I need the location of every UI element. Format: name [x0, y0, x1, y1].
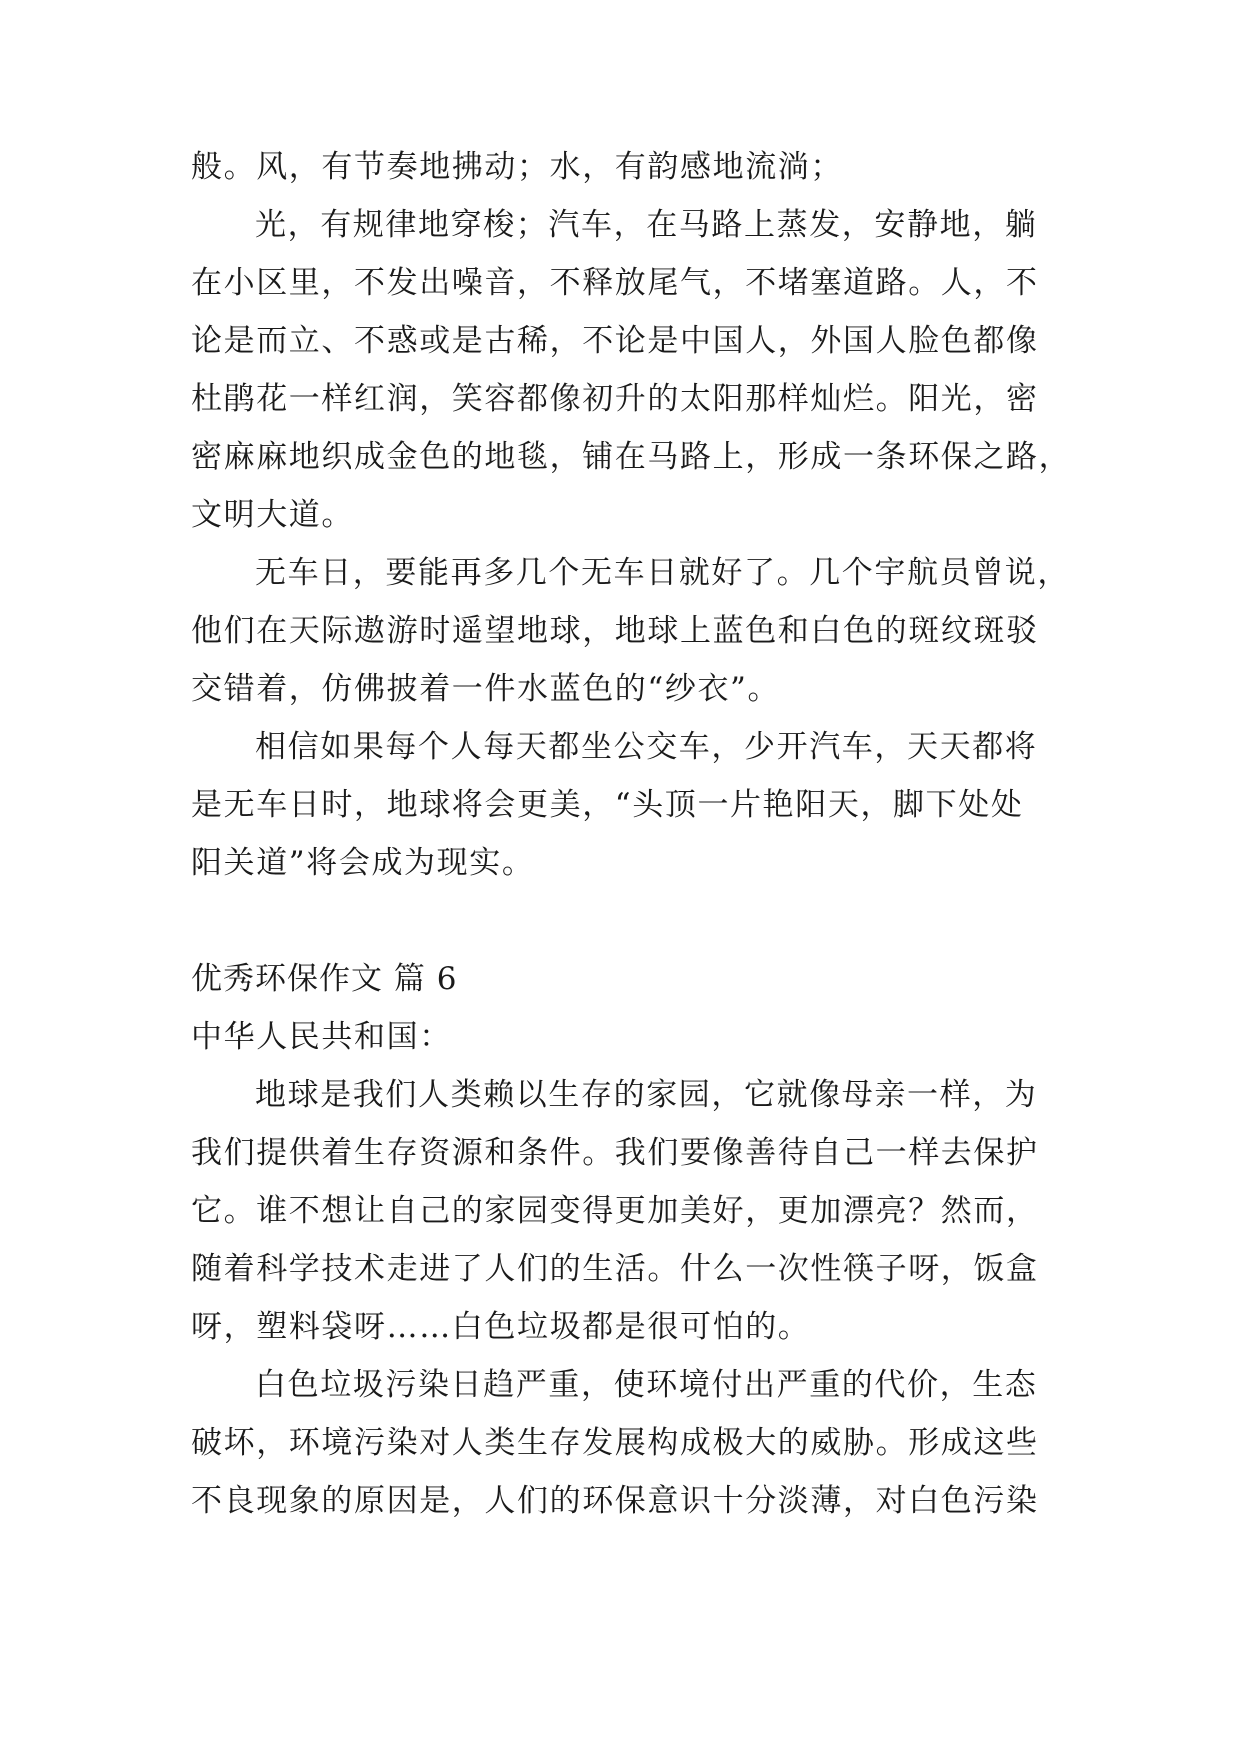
text-line: 不良现象的原因是，人们的环保意识十分淡薄，对白色污染 — [191, 1483, 1039, 1519]
text-line: 他们在天际遨游时遥望地球，地球上蓝色和白色的斑纹斑驳 — [191, 613, 1039, 649]
text-line: 杜鹃花一样红润，笑容都像初升的太阳那样灿烂。阳光，密 — [191, 381, 1039, 417]
text-line: 论是而立、不惑或是古稀，不论是中国人，外国人脸色都像 — [191, 323, 1039, 359]
text-line: 般。风，有节奏地拂动；水，有韵感地流淌； — [191, 149, 843, 185]
text-line: 是无车日时，地球将会更美，“头顶一片艳阳天，脚下处处 — [191, 787, 1024, 823]
essay-6-body — [191, 1020, 1049, 1519]
text-line: 破坏，环境污染对人类生存发展构成极大的威胁。形成这些 — [191, 1425, 1039, 1461]
text-line: 无车日，要能再多几个无车日就好了。几个宇航员曾说， — [255, 555, 1070, 591]
text-line: 密麻麻地织成金色的地毯，铺在马路上，形成一条环保之路， — [191, 439, 1072, 475]
text-line: 相信如果每个人每天都坐公交车，少开汽车，天天都将 — [255, 729, 1038, 765]
section-title: 优秀环保作文 篇 6 — [191, 961, 458, 997]
text-line: 中华人民共和国： — [191, 1019, 452, 1055]
text-line: 白色垃圾污染日趋严重，使环境付出严重的代价，生态 — [255, 1367, 1038, 1403]
text-line: 文明大道。 — [191, 497, 354, 533]
text-line: 它。谁不想让自己的家园变得更加美好，更加漂亮？然而， — [191, 1193, 1039, 1229]
document-body — [191, 149, 1072, 1542]
text-line: 阳关道”将会成为现实。 — [191, 845, 535, 881]
text-line: 随着科学技术走进了人们的生活。什么一次性筷子呀，饭盒 — [191, 1251, 1039, 1287]
text-line: 光，有规律地穿梭；汽车，在马路上蒸发，安静地，躺 — [255, 207, 1038, 243]
section-gap — [191, 904, 1049, 962]
text-line: 呀，塑料袋呀……白色垃圾都是很可怕的。 — [191, 1309, 811, 1345]
text-line: 地球是我们人类赖以生存的家园，它就像母亲一样，为 — [255, 1077, 1038, 1113]
text-line: 我们提供着生存资源和条件。我们要像善待自己一样去保护 — [191, 1135, 1039, 1171]
text-line: 交错着，仿佛披着一件水蓝色的“纱衣”。 — [191, 671, 781, 707]
text-line: 在小区里，不发出噪音，不释放尾气，不堵塞道路。人，不 — [191, 265, 1039, 301]
essay-5-continuation — [191, 149, 1072, 881]
